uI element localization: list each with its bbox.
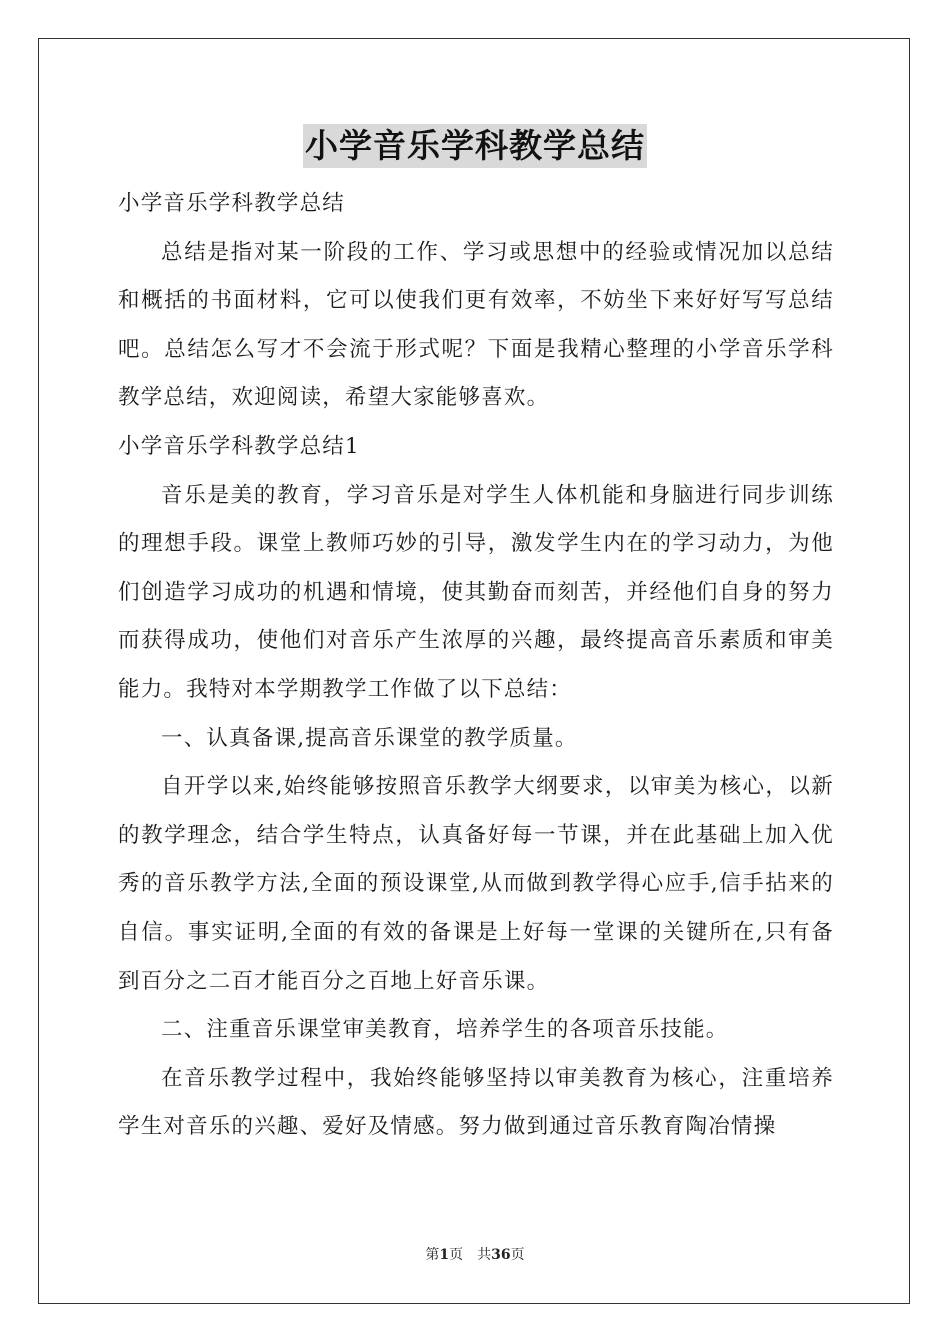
- paragraph: 一、认真备课,提高音乐课堂的教学质量。: [161, 725, 578, 751]
- total-label-prefix: 共: [477, 1247, 492, 1263]
- paragraph: 二、注重音乐课堂审美教育，培养学生的各项音乐技能。: [161, 1017, 729, 1043]
- page-label-prefix: 第: [425, 1247, 440, 1263]
- page-footer: [0, 1246, 950, 1264]
- paragraph: 音乐是美的教育，学习音乐是对学生人体机能和身脑进行同步训练的理想手段。课堂上教师巧妙的引导，激发学生内在的学习动力，为他们创造学习成功的机遇和情境，使其勤奋而刻苦，并经他们自身的努力而获得成功，使他们对音乐产生浓厚的兴趣，最终提高音乐素质和审美能力。我特对本学期教学工作做了以下总结：: [118, 482, 834, 702]
- paragraph: 自开学以来,始终能够按照音乐教学大纲要求，以审美为核心，以新的教学理念，结合学生特点，认真备好每一节课，并在此基础上加入优秀的音乐教学方法,全面的预设课堂,从而做到教学得心应手,信手拈来的自信。事实证明,全面的有效的备课是上好每一堂课的关键所在,只有备到百分之二百才能百分之百地上好音乐课。: [118, 774, 834, 994]
- document-body: [118, 180, 834, 1152]
- page-label-suffix: 页: [449, 1247, 464, 1263]
- paragraph: 小学音乐学科教学总结1: [118, 433, 360, 459]
- paragraph: 总结是指对某一阶段的工作、学习或思想中的经验或情况加以总结和概括的书面材料，它可以使我们更有效率，不妨坐下来好好写写总结吧。总结怎么写才不会流于形式呢？下面是我精心整理的小学音乐学科教学总结，欢迎阅读，希望大家能够喜欢。: [118, 239, 834, 411]
- document-title: 小学音乐学科教学总结: [303, 124, 647, 168]
- paragraph: 小学音乐学科教学总结: [118, 191, 346, 216]
- total-label-suffix: 页: [510, 1247, 525, 1263]
- title-container: [0, 124, 950, 168]
- page-total: 36: [491, 1247, 511, 1263]
- paragraph: 在音乐教学过程中，我始终能够坚持以审美教育为核心，注重培养学生对音乐的兴趣、爱好及情感。努力做到通过音乐教育陶冶情操: [118, 1065, 834, 1140]
- page-current: 1: [439, 1247, 450, 1263]
